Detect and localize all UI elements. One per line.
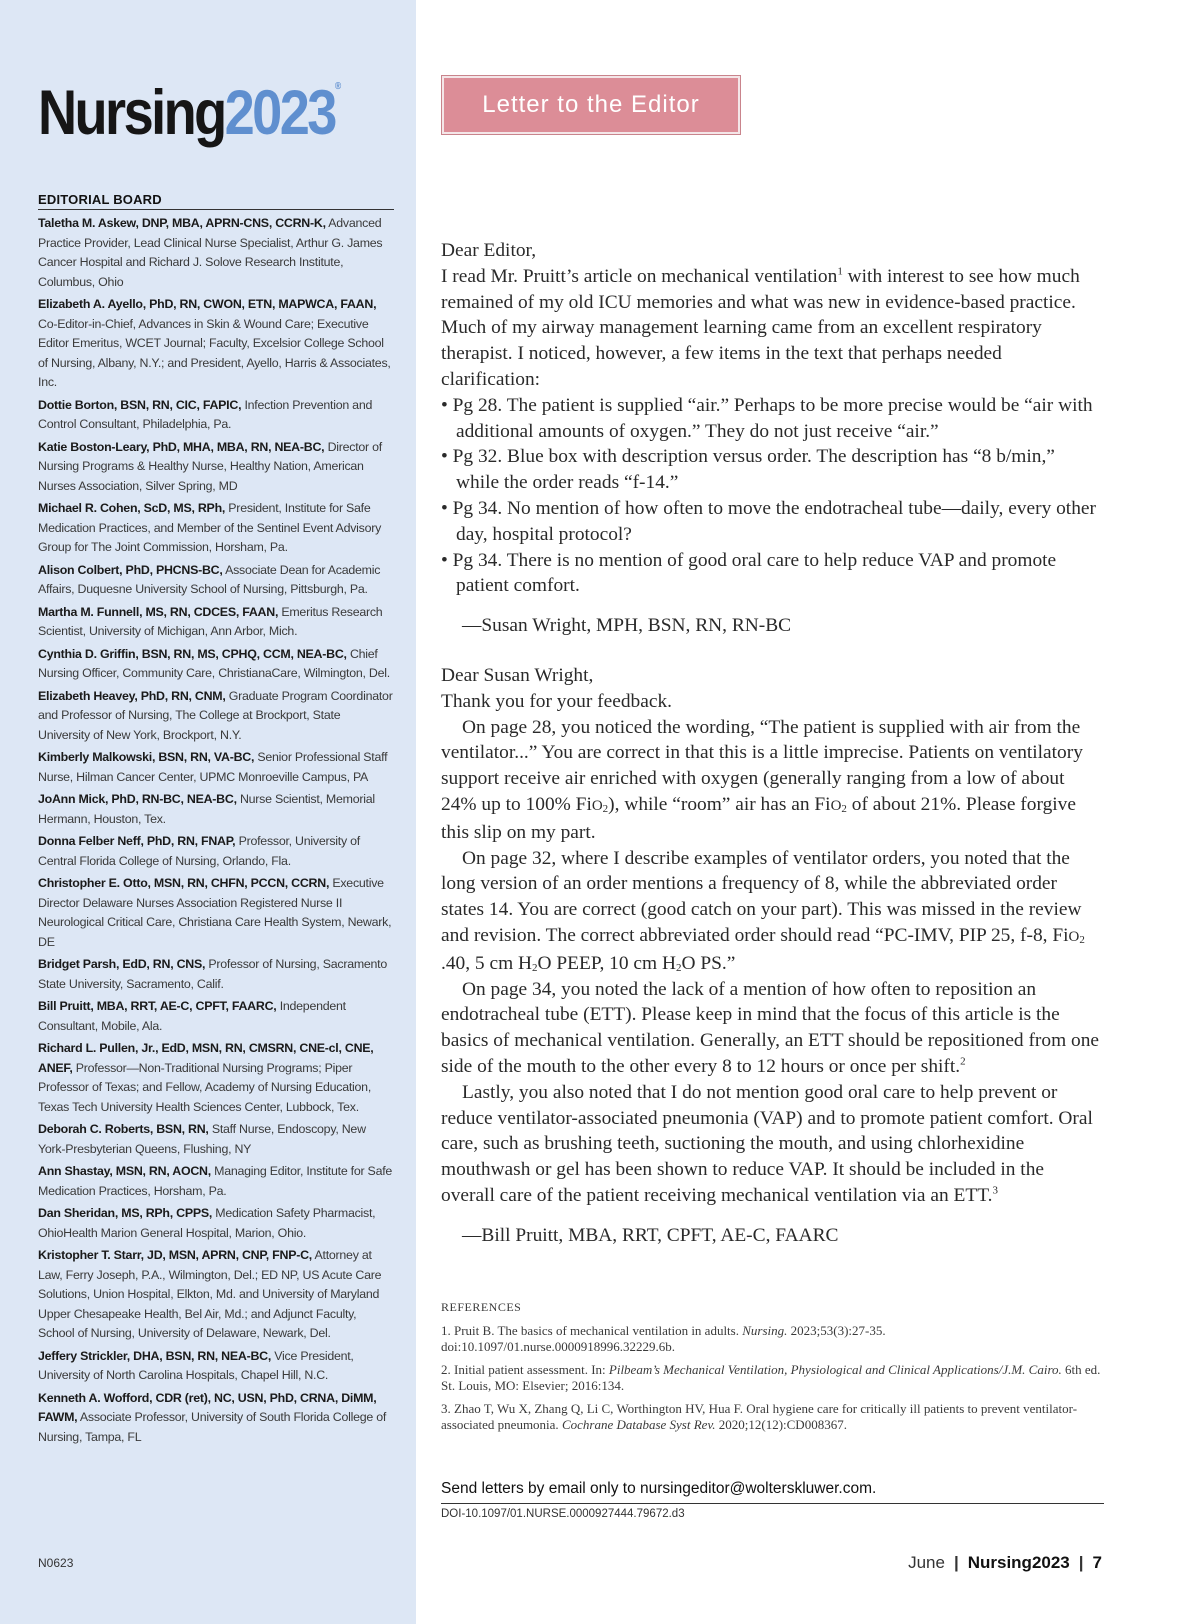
fio2-f: Fi	[1052, 924, 1069, 946]
fio2-o: O	[830, 797, 842, 814]
board-member-desc: Associate Dean for Academic Affairs, Duquesne University School of Nursing, Pittsburgh, Pa.	[38, 562, 381, 596]
board-member-name: Alison Colbert, PhD, PHCNS-BC,	[38, 562, 223, 577]
board-member-name: Cynthia D. Griffin, BSN, RN, MS, CPHQ, CCM, NEA-BC,	[38, 646, 347, 661]
list-item: • Pg 34. There is no mention of good oral care to help reduce VAP and promote patient comfort.	[441, 548, 1101, 600]
reference-journal: Cochrane Database Syst Rev.	[561, 1417, 716, 1432]
reference-text: 1. Pruit B. The basics of mechanical ventilation in adults.	[441, 1323, 743, 1338]
letter1-intro-b: with interest to see how much remained of my old ICU memories and what was new in evidence-based practice. Much of my airway management learning came from an excellent respiratory therapist. I noticed, however, a few items in the text that perhaps needed clarification:	[441, 265, 1080, 390]
send-letters-note: Send letters by email only to nursingeditor@wolterskluwer.com.	[441, 1480, 1104, 1504]
fio2-f: Fi	[814, 793, 831, 815]
board-member	[38, 1347, 394, 1386]
editorial-board-list	[38, 214, 394, 1447]
references-section	[441, 1300, 1101, 1440]
logo-word: Nursing	[38, 78, 225, 148]
board-member	[38, 1246, 394, 1344]
fio2-sub: 2	[841, 802, 847, 815]
list-item: • Pg 32. Blue box with description versus order. The description has “8 b/min,” while the order reads “f-14.”	[441, 444, 1101, 496]
board-member-desc: Chief Nursing Officer, Community Care, ChristianaCare, Wilmington, Del.	[38, 646, 390, 680]
board-member-desc: Emeritus Research Scientist, University of Michigan, Ann Arbor, Mich.	[38, 604, 383, 638]
board-member-name: Richard L. Pullen, Jr., EdD, MSN, RN, CMSRN, CNE-cl, CNE, ANEF,	[38, 1041, 374, 1075]
board-member-name: Kristopher T. Starr, JD, MSN, APRN, CNP, FNP-C,	[38, 1248, 312, 1262]
board-member	[38, 1389, 394, 1448]
reference-item	[441, 1323, 1101, 1355]
logo-registered-mark: ®	[334, 81, 342, 92]
reply4-text: Lastly, you also noted that I do not mention good oral care to help prevent or reduce ventilator-associated pneumonia (VAP) and to promote patient comfort. Oral care, such as brushing teeth, suctioning the mouth, and using chlorhexidine mouthwash or gel has been shown to reduce VAP. It should be included in the overall care of the patient receiving mechanical ventilation via an ETT.	[441, 1081, 1093, 1206]
board-member-name: Dan Sheridan, MS, RPh, CPPS,	[38, 1206, 213, 1220]
greeting-susan: Dear Susan Wright,	[441, 664, 594, 686]
board-member	[38, 438, 394, 497]
board-member-desc: Graduate Program Coordinator and Professor of Nursing, The College at Brockport, State University of New York, Brockport, N.Y.	[38, 688, 393, 742]
board-member-name: Bill Pruitt, MBA, RRT, AE-C, CPFT, FAARC,	[38, 999, 277, 1013]
board-member-desc: Managing Editor, Institute for Safe Medication Practices, Horsham, Pa.	[38, 1164, 393, 1198]
footer-separator: |	[1078, 1553, 1084, 1572]
fio2-sub: 2	[602, 802, 609, 815]
list-item: • Pg 28. The patient is supplied “air.” Perhaps to be more precise would be “air with additional amounts of oxygen.” They do not just receive “air.”	[441, 393, 1101, 445]
board-member	[38, 295, 394, 393]
nursing-logo	[38, 78, 342, 148]
letter1-intro	[441, 264, 1101, 393]
board-member-desc: Professor—Non-Traditional Nursing Programs; Piper Professor of Texas; and Fellow, Academy of Nursing Education, Texas Tech University Health Sciences Center, Lubbock, Tex.	[38, 1060, 372, 1114]
reply2-d: O PS.”	[681, 952, 736, 974]
fio2-sub: 2	[1079, 933, 1085, 946]
board-member-name: JoAnn Mick, PhD, RN-BC, NEA-BC,	[38, 792, 237, 806]
board-member-name: Kimberly Malkowski, BSN, RN, VA-BC,	[38, 750, 255, 764]
signature-susan-wright: —Susan Wright, MPH, BSN, RN, RN-BC	[462, 615, 792, 637]
board-member	[38, 561, 394, 600]
board-member-name: Christopher E. Otto, MSN, RN, CHFN, PCCN, CCRN,	[38, 876, 330, 890]
section-banner-label: Letter to the Editor	[482, 91, 700, 118]
section-banner	[442, 76, 740, 134]
references-title: REFERENCES	[441, 1300, 522, 1314]
fio2-o: O	[1068, 928, 1080, 945]
board-member	[38, 1204, 394, 1243]
board-member-name: Dottie Borton, BSN, RN, CIC, FAPIC,	[38, 397, 242, 412]
reply-paragraph-2	[441, 846, 1101, 977]
board-member-desc: Co-Editor-in-Chief, Advances in Skin & Wound Care; Executive Editor Emeritus, WCET Journal; Faculty, Excelsior College School of Nursing, Albany, N.Y.; and President, Ayello, Harris & Associates, Inc.	[38, 316, 391, 389]
editorial-sidebar	[0, 0, 416, 1624]
h2o-sub: 2	[675, 961, 682, 974]
board-member-desc: President, Institute for Safe Medication Practices, and Member of the Sentinel Event Advisory Group for The Joint Commission, Horsham, Pa.	[38, 501, 382, 554]
ref-sup-1: 1	[837, 265, 843, 278]
list-item: • Pg 34. No mention of how often to move the endotracheal tube—daily, every other day, hospital protocol?	[441, 496, 1101, 548]
thanks-line: Thank you for your feedback.	[441, 690, 672, 712]
editorial-board	[38, 192, 394, 1450]
letter1-intro-a: I read Mr. Pruitt’s article on mechanical ventilation	[441, 265, 838, 287]
board-member-name: Martha M. Funnell, MS, RN, CDCES, FAAN,	[38, 604, 279, 619]
page-footer	[908, 1553, 1102, 1573]
reply-paragraph-4	[441, 1080, 1101, 1209]
reference-journal: Pilbeam’s Mechanical Ventilation, Physiological and Clinical Applications/J.M. Cairo.	[608, 1362, 1062, 1377]
reply2-c: O PEEP, 10 cm H	[537, 952, 676, 974]
board-member-name: Taletha M. Askew, DNP, MBA, APRN-CNS, CCRN-K,	[38, 216, 326, 230]
reply1-b: ), while “room” air has an	[608, 793, 815, 815]
reference-item	[441, 1362, 1101, 1394]
board-member-name: Katie Boston-Leary, PhD, MHA, MBA, RN, NEA-BC,	[38, 439, 325, 454]
board-member-name: Elizabeth A. Ayello, PhD, RN, CWON, ETN, MAPWCA, FAAN,	[38, 297, 377, 311]
board-member	[38, 603, 394, 642]
reference-text: 3. Zhao T, Wu X, Zhang Q, Li C, Worthington HV, Hua F. Oral hygiene care for critically ill patients to prevent ventilator-associated pneumonia.	[441, 1401, 1078, 1432]
board-member	[38, 499, 394, 558]
board-member-desc: Advanced Practice Provider, Lead Clinical Nurse Specialist, Arthur G. James Cancer Hospital and Richard J. Solove Research Institute, Columbus, Ohio	[38, 216, 383, 289]
board-member-desc: Vice President, University of North Carolina Hospitals, Chapel Hill, N.C.	[38, 1348, 354, 1382]
board-member	[38, 687, 394, 746]
reference-text: 2023;53(3):27-35. doi:10.1097/01.nurse.0000918996.32229.6b.	[441, 1323, 886, 1354]
reply2-b: .40, 5 cm H	[441, 952, 533, 974]
reference-journal: Nursing.	[742, 1323, 788, 1338]
board-member	[38, 645, 394, 684]
board-member-name: Donna Felber Neff, PhD, RN, FNAP,	[38, 834, 236, 848]
editorial-board-title: EDITORIAL BOARD	[38, 192, 394, 210]
board-member-desc: Staff Nurse, Endoscopy, New York-Presbyterian Queens, Flushing, NY	[38, 1122, 366, 1156]
letter-body	[441, 238, 1101, 1272]
board-member	[38, 748, 394, 787]
board-member-desc: Attorney at Law, Ferry Joseph, P.A., Wilmington, Del.; ED NP, US Acute Care Solutions, Union Hospital, Elkton, Md. and University of Maryland Upper Chesapeake Health, Bel Air, Md.; and Adjunct Faculty, School of Nursing, University of Delaware, Newark, Del.	[38, 1248, 382, 1340]
board-member	[38, 1162, 394, 1201]
board-member-desc: Medication Safety Pharmacist, OhioHealth Marion General Hospital, Marion, Ohio.	[38, 1206, 376, 1240]
reply2-a: On page 32, where I describe examples of ventilator orders, you noted that the long version of an order mentions a frequency of 8, while the abbreviated order states 14. You are correct (good catch on your part). This was missed in the review and revision. The correct abbreviated order should read “PC-IMV, PIP 25, f-8,	[441, 847, 1082, 946]
board-member-desc: Independent Consultant, Mobile, Ala.	[38, 999, 346, 1033]
board-member-name: Elizabeth Heavey, PhD, RN, CNM,	[38, 688, 226, 703]
letter1-bullets	[441, 393, 1101, 599]
reference-text: 2. Initial patient assessment. In:	[441, 1362, 609, 1377]
board-member-name: Deborah C. Roberts, BSN, RN,	[38, 1122, 209, 1136]
reply1-a: On page 28, you noticed the wording, “The patient is supplied with air from the ventilator...” You are correct in that this is a little imprecise. Patients on ventilatory support receive air enriched with oxygen (generally ranging from a low of about 24% up to 100%	[441, 716, 1083, 815]
page-number: 7	[1092, 1553, 1102, 1572]
ref-sup-3: 3	[992, 1184, 998, 1197]
board-member-desc: Infection Prevention and Control Consultant, Philadelphia, Pa.	[38, 397, 373, 431]
board-member	[38, 832, 394, 871]
board-member	[38, 790, 394, 829]
reply-paragraph-3	[441, 977, 1101, 1080]
board-member	[38, 955, 394, 994]
ref-sup-2: 2	[960, 1055, 966, 1068]
board-member-name: Bridget Parsh, EdD, RN, CNS,	[38, 957, 206, 971]
reference-item	[441, 1401, 1101, 1433]
board-member	[38, 874, 394, 952]
footer-month: June	[908, 1553, 945, 1572]
board-member-desc: Nurse Scientist, Memorial Hermann, Houston, Tex.	[38, 792, 375, 826]
board-member	[38, 396, 394, 435]
board-member-name: Jeffery Strickler, DHA, BSN, RN, NEA-BC,	[38, 1348, 272, 1363]
reply3-text: On page 34, you noted the lack of a mention of how often to reposition an endotracheal tube (ETT). Please keep in mind that the focus of this article is the basics of mechanical ventilation. Generally, an ETT should be repositioned from one side of the mouth to the other every 8 to 12 hours or once per shift.	[441, 978, 1100, 1077]
footer-magazine: Nursing2023	[967, 1553, 1070, 1572]
reference-text: 6th ed. St. Louis, MO: Elsevier; 2016:134.	[441, 1362, 1101, 1393]
board-member	[38, 214, 394, 292]
board-member-desc: Professor, University of Central Florida College of Nursing, Orlando, Fla.	[38, 834, 360, 868]
board-member	[38, 1039, 394, 1117]
board-member-desc: Director of Nursing Programs & Healthy Nurse, Healthy Nation, American Nurses Association, Silver Spring, MD	[38, 439, 382, 493]
reply1-c: of about 21%. Please forgive this slip on my part.	[441, 793, 1076, 843]
board-member-name: Michael R. Cohen, ScD, MS, RPh,	[38, 501, 226, 515]
logo-year: 2023	[224, 78, 335, 148]
greeting-editor: Dear Editor,	[441, 240, 537, 261]
issue-code: N0623	[38, 1556, 74, 1570]
doi: DOI-10.1097/01.NURSE.0000927444.79672.d3	[441, 1508, 685, 1520]
reference-text: 2020;12(12):CD008367.	[715, 1417, 847, 1432]
board-member-desc: Professor of Nursing, Sacramento State University, Sacramento, Calif.	[38, 957, 388, 991]
board-member	[38, 997, 394, 1036]
h2o-sub: 2	[532, 961, 538, 974]
board-member-desc: Senior Professional Staff Nurse, Hilman Cancer Center, UPMC Monroeville Campus, PA	[38, 750, 388, 784]
footer-separator: |	[953, 1553, 959, 1572]
reply-paragraph-1	[441, 715, 1101, 846]
fio2-f: Fi	[575, 793, 592, 815]
fio2-o: O	[591, 797, 603, 814]
board-member-desc: Executive Director Delaware Nurses Association Registered Nurse II Neurological Critical Care, Christiana Care Health System, Newark, DE	[38, 876, 392, 949]
board-member	[38, 1120, 394, 1159]
signature-bill-pruitt: —Bill Pruitt, MBA, RRT, CPFT, AE-C, FAARC	[462, 1224, 839, 1246]
board-member-desc: Associate Professor, University of South Florida College of Nursing, Tampa, FL	[38, 1410, 387, 1444]
board-member-name: Kenneth A. Wofford, CDR (ret), NC, USN, PhD, CRNA, DiMM, FAWM,	[38, 1390, 377, 1424]
board-member-name: Ann Shastay, MSN, RN, AOCN,	[38, 1164, 211, 1178]
